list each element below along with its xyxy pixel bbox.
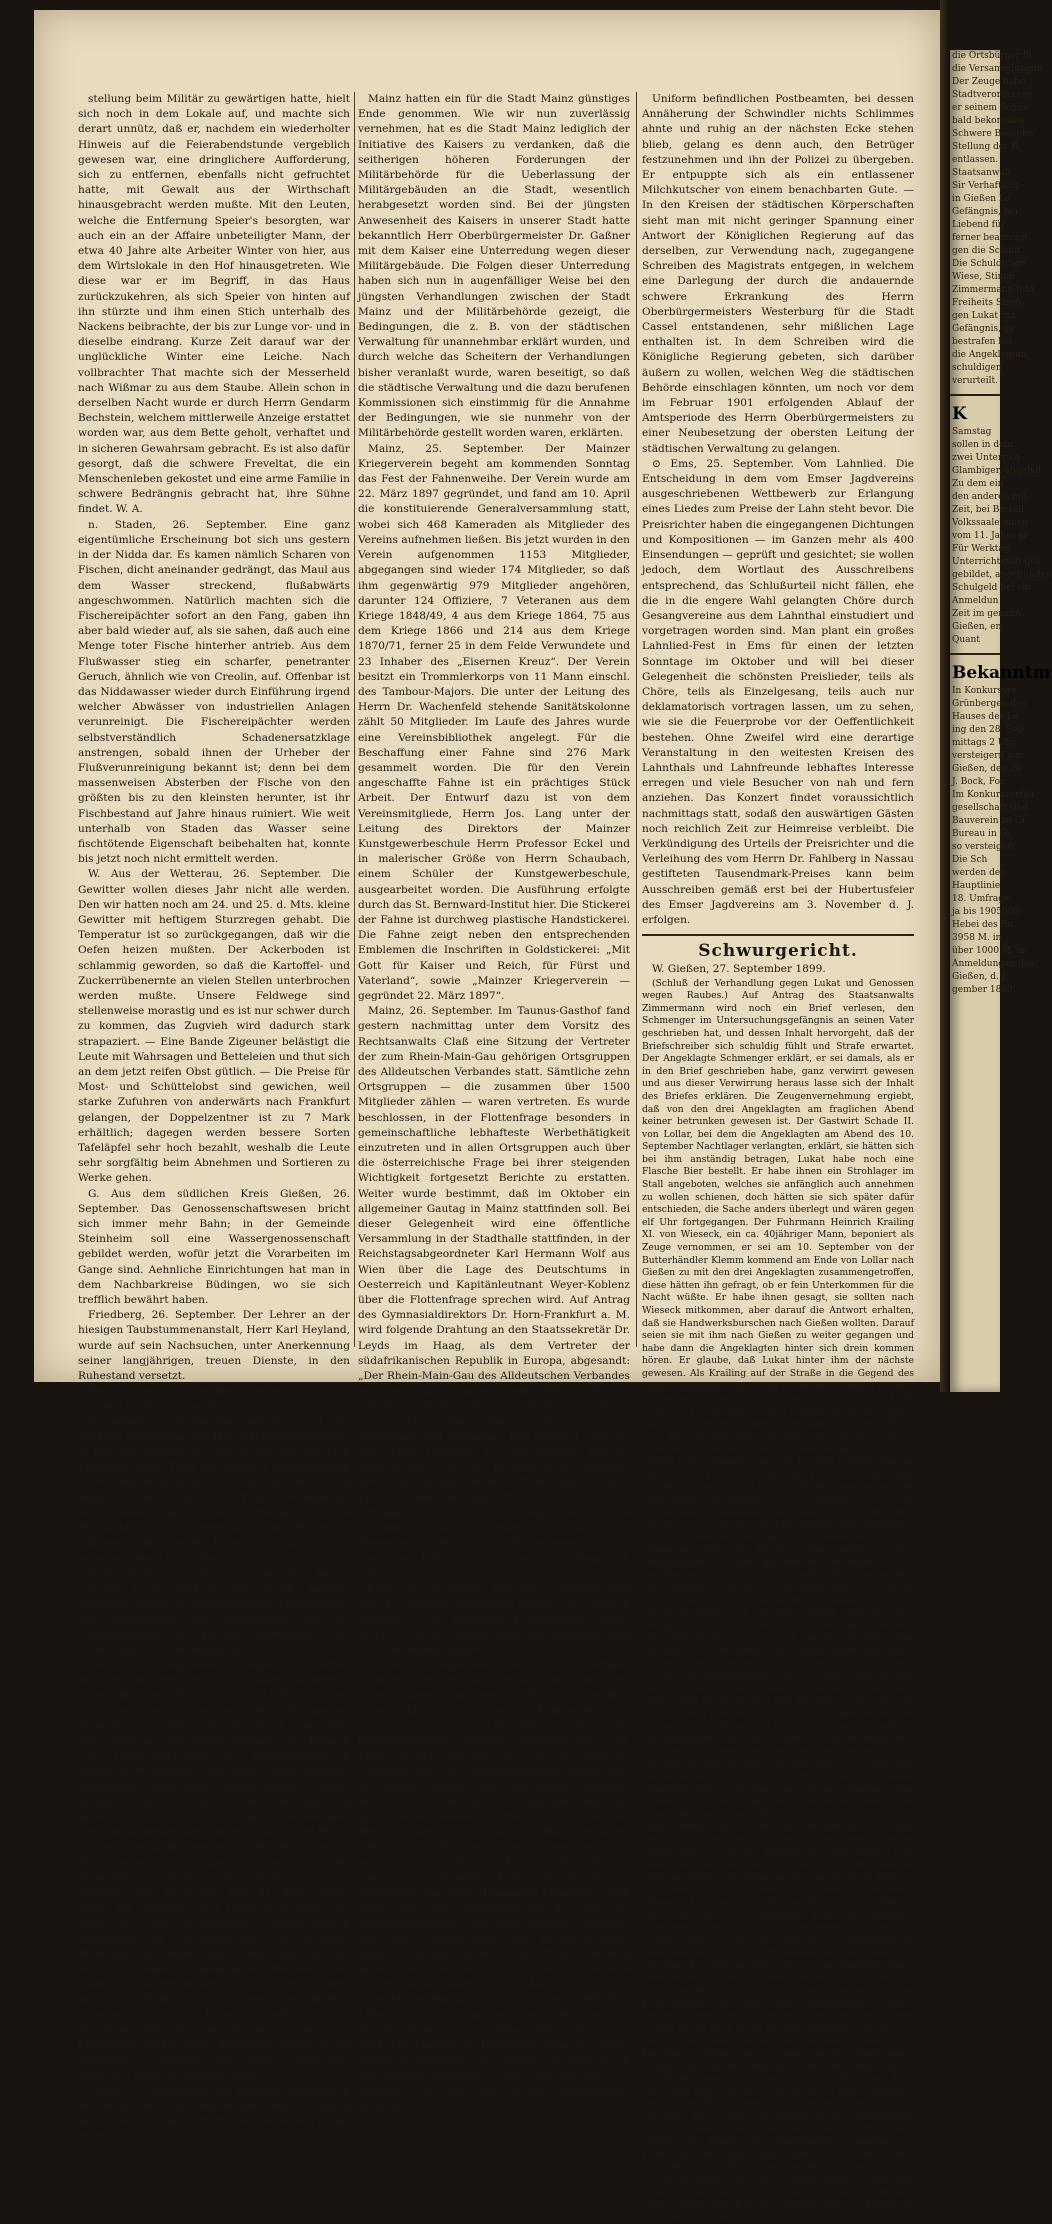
article: Ilbeshausen, 25. September. Gestern hatten wir hier den ersten Schneefall. <box>78 1385 350 1413</box>
article: Fulda, 26. September. Mit dem 1. Oktober wird das 47. Artillerie-Regiment hierher in Garnison kommen. Zum Regiments-Kommandeur wurde Major v. Wachs ernannt und das Regiment dem 11. Armeekorps zugeteilt. <box>358 1582 630 1656</box>
text-line: in Gießen Lu <box>952 194 1011 204</box>
column-1 <box>78 92 350 2143</box>
text-line: Gießen, en <box>952 622 1002 632</box>
text-line: gen die Schuld <box>952 246 1021 256</box>
text-line: Zu dem ein <box>952 479 1004 489</box>
text-line: Wiese, Stimm <box>952 272 1015 282</box>
text-line: entlassen. <box>952 155 999 165</box>
text-line: Glambiger, abgehal <box>952 466 1041 476</box>
text-line: Für Werktag <box>952 544 1010 554</box>
section-title-schwurgericht: Schwurgericht. <box>698 941 858 962</box>
text-line: Zimmermann fehl <box>952 285 1034 295</box>
text-line: In Konkursver <box>952 686 1017 696</box>
text-line: Liebend für <box>952 220 1006 230</box>
text-line: Schwere Bedrohu <box>952 129 1034 139</box>
text-line: Gießen, den 26 <box>952 764 1022 774</box>
text-line: werden der <box>952 868 1005 878</box>
column-rule <box>636 92 637 1347</box>
text-line: Anmeldungen des <box>952 959 1034 969</box>
text-line: Quant <box>952 635 980 645</box>
ad-text <box>950 685 1035 997</box>
text-line: gen Lukat unt <box>952 311 1017 321</box>
text-line: er seinem Sohne <box>952 103 1029 113</box>
next-page-text <box>950 50 1043 388</box>
article: Darmstadt, 26. September. Gestern um 11 Uhr fand die Beerdigung des Herrn Hofmusikdirektors in Pension, Wilhelm Niederhof, auf dem hiesigen Friedhofe statt. Trotz der denkbar ungünstigsten Witterungsverhältnisse hatte sich zu der ersten Feier eine große Trauerversammlung eingefunden, ein sichtbarer Beweis für die Hochachtung und Verehrung, die Niederhof während seines langen Lebens von allen Seiten entgegengebracht wurden. <box>78 1415 350 1565</box>
text-line: mittags 2 Uhr <box>952 738 1016 748</box>
text-line: so versteigert <box>952 842 1016 852</box>
text-line: Der Zeuge habe <box>952 77 1026 87</box>
text-line: Zeit, bei Bestell <box>952 505 1024 515</box>
text-line: vom 11. Jahre al <box>952 531 1027 541</box>
text-line: Schulgeld bei ein <box>952 583 1032 593</box>
text-line: Stellung der R <box>952 142 1019 152</box>
article: Friedberg, 26. September. Der Lehrer an der hiesigen Taubstummenanstalt, Herr Karl Heyland, wurde auf sein Nachsuchen, unter Anerkennung seiner langjährigen, treuen Dienste, in den Ruhestand versetzt. <box>78 1309 350 1383</box>
ad-heading: K <box>952 404 967 424</box>
book-gutter <box>940 0 950 1392</box>
column-3 <box>642 92 915 2223</box>
text-line: die Versammlungen <box>952 64 1043 74</box>
text-line: schuldigen <box>952 363 1002 373</box>
text-line: ja bis 1905000 <box>952 907 1020 917</box>
text-line: verurteilt. <box>952 376 998 386</box>
article: G. Aus dem südlichen Kreis Gießen, 26. September. Das Genossenschaftswesen bricht sich immer mehr Bahn; in der Gemeinde Steinheim soll eine Wassergenossenschaft gebildet werden, wofür jetzt die Vorarbeiten im Gange sind. Aehnliche Einrichtungen hat man in dem Nachbarkreise Büdingen, wo sie sich trefflich bewährt haben. <box>78 1187 350 1307</box>
article: Mainz, 26. September. Die jüngsten Beratungen der Bürgermeisterei und Militärbehörden wegen der Erwerbung der militärischen Gebäuden in der Stadt <box>78 2084 350 2143</box>
text-line: Freiheits Strafe <box>952 298 1024 308</box>
article: Heppenheim a. d. B., 26. September. Am 9. Oktober l. Js. wird in der Großh. Landes-Irrenanstalt hier die statutenmäßige Jahresfitzung des Kuratoriums des Hilfsvereins für die Geisteskranken in Hessen stattfinden und vormittags 11½ Uhr beginnen. <box>78 1567 350 1656</box>
text-line: Bureau in Gi <box>952 829 1010 839</box>
text-line: Gefängnis, bei <box>952 207 1018 217</box>
text-line: 18. Umfrage <box>952 894 1010 904</box>
text-line: Volkssaale innen <box>952 518 1029 528</box>
text-line: zwei Unterrich <box>952 453 1021 463</box>
text-line: Unterrichtszeit geh <box>952 557 1042 567</box>
text-line: die Ortsbürger fü <box>952 51 1032 61</box>
text-line: ferner beantragt <box>952 233 1029 243</box>
text-line: versteigern aus. <box>952 751 1026 761</box>
text-line: über 1000 M. in <box>952 946 1026 956</box>
dateline: W. Gießen, 27. September 1899. <box>652 963 826 976</box>
text-line: ing den 28. Sep <box>952 725 1024 735</box>
text-line: den anderen mit <box>952 492 1028 502</box>
text-line: Die Schuldfrage <box>952 259 1026 269</box>
article: Mainz, 25. September. (Gegen ein Bettel-Industrie in Jerusalem.) Wir haben wiederholt Gelegenheit gehabt, vor den Zuschriften einiger galizischer und in neuerer Zeit palästinischer Schnorrer zu warnen, welche direkt oder unter dem Vorwand der Uebersendung von Blumen oder Holzschnitzereien die Mildthätigkeit in Anspruch zu nehmen versuchten. Obgleich unsere Warnungen wiederholt Erfolg gehabt haben, gelang es natürlich nicht, dem Uebel ernstlich Abbruch zu thun. Die betreffenden Geschäftsunternehmer wählen, sobald eine Firma zu sehr bekannt geworden ist, eine andere Deckadresse. Die einzig richtige Art der Behandlung solcher Zuschriften ist, sie unbeantwortet zu lassen. Wen das Herz treibt, etwas für Palästina oder Galizien zu thun, der lasse es den bestehenden Organisationen zukommen. An Privatpersonen, die in jeder Richtung vollkommen unbekannt sind, und die sich von anderen unbekannten Personen nur dadurch unterscheiden, daß sie einem gesicherten Boden entbehren, gegen sie schicken, ist gewiß unrichtig. — Es liegt überdies doch auf der Hand, daß Personen, die in Jerusalem ein Frankfurter und Berliner Adreßbuch besitzen und erhebliche Summen für Porto ausgeben, sicherlich nicht die ärmsten sind. <box>78 1658 350 2082</box>
court-report: (Schluß der Verhandlung gegen Lukat und Genossen wegen Raubes.) Auf Antrag des Staatsanwalts Zimmermann wird noch ein Brief verlesen, den Schmenger im Untersuchungsgefängnis an seinen Vater geschrieben hat, und dessen Inhalt hervorgeht, daß der Briefschreiber sich schuldig fühlt und Strafe erwartet. Der Angeklagte Schmenger erklärt, er sei damals, als er in den Brief geschrieben habe, ganz verwirrt gewesen und aus dieser Verwirrung heraus lasse sich der Inhalt des Briefes erklären. Die Zeugenvernehmung ergiebt, daß von den drei Angeklagten am fraglichen Abend keiner betrunken gewesen ist. Der Gastwirt Schade II. von Lollar, bei dem die Angeklagten am Abend des 10. September Nachtlager verlangten, erklärt, sie hätten sich bei ihm anständig betragen, Lukat habe noch eine Flasche Bier bestellt. Er habe ihnen ein Strohlager im Stall angeboten, welches sie anfänglich auch annehmen zu wollen schienen, doch hätten sie sich später dafür entschieden, die Sache anders überlegt und wären gegen elf Uhr fortgegangen. Der Fuhrmann Heinrich Krailing XI. von Wieseck, ein ca. 40jähriger Mann, beponiert als Zeuge vernommen, er sei am 10. September von der Butterhändler Klemm kommend am Ende von Lollar nach Gießen zu mit den drei Angeklagten zusammengetroffen, diese hätten ihn gefragt, ob er fein Unterkommen für die Nacht wüßte. Er habe ihnen gesagt, sie sollten nach Wieseck mitkommen, aber darauf die Antwort erhalten, daß sie Handwerksburschen nach Gießen wollten. Darauf seien sie mit ihm nach Gießen zu weiter gegangen und habe dann die Angeklagten hinter sich drein kommen hören. Er glaube, daß Lukat hinter ihm der nächste gewesen. Als Krailing auf der Straße in die Gegend des Waldes gekommen, habe ihn Lukat, der plötzlich vor ihm gestanden, an der Gurgel gepackt und gerufen: „Halt! Geld her! Du bekommst soviel Schläge als Du nur tragen kannst.“ Im selben Moment habe ihm Lukat seine Hand aus der Hosentasche gerissen, die beiden anderen Genossen hätten ihn jeder an einer Hand gepackt und hielten fest, während Lukat die Taschen visitiert, ihm an baren Geld 1 Mk. 40 Pfg. bis 1 Mk. 50 Pfg., sein Taschenmesser und die Uhr mit Kette abgenommen. Die ganze Affaire sei blitzartig vor sich gegangen, er sei nicht zur Besinnung gekommen und habe gar nicht um Hilfe gerufen. So er von den drei Menschen Furcht empfunden und froh gewesen sei, daß er mit heiler Haut davon gekommen. Die drei Räuber seien darauf vor ihm hergegangen und hätten gepfiffen und gesungen. Da, wo der Weg nach der Badenburg abgeht, hätten die drei den Verwundeten das Freiprozessen abgenommen, das er sie nicht verrate, sonst würden sie ihn totschlagen. Da er auf der Stelle bliebe. Ob bei dem Angriff einer der Drei gesagt hat: „Laßt doch den Mann gehen, gebt ihm doch sein Geld wieder, er ist ja auch nur ein Arbeiter“, oder daß einer von den Dreien vom Angriff abgemahnt habe, hat der Zeuge nicht gehört. Richtig sei, daß als man ihm das Messer abgenommen, sagte, so habe einer gesagt: Bleib mir das, das Messer hätte, er die Aeußerung gehört habe: „Gebt mir doch einer mal den Fuß vor der Uhr.“ Er sei dann froh gewesen, daß er so davon gekommen war und um sich nicht noch zu Leide anrichten ließ, beliebig davongegangen. Sie seien an der Wieseck angelangt und da seien Schmenger gegangen, um dem zur Verfolgung der Räuber aufzufordern. Derselbe habe sich sofort per Rad aufgemacht. — Der Mourer Ph. Nöser von Wieseck deponiert, daß er, als ihm sein Schwager Krailing seine Erlebnisse auf der Straße Lollar-Gießen mitgeteilt habe, sofort die Verfolgung der drei Gesellen per Fahrrad aufgenommen habe. Bei der Burgkirche, vor dem Restaurant „Zur Stadt Marburg“ unter einer Laterne stehen, habe er die drei Angeklagten etwa gegen 1 Uhr nachts getroffen und diese aufgefordert, mit ihm nach der Stadt zu gehen. Sie hätten, an Ort und Stelle zu bleiben, sich geweigert, als er einen, sich geweigert, bei einem etwaigen Fluchtversuch mit dem Revolver zu schießen. Die Sache sei auch anfänglich ganz gut gegangen. Unterwegs habe er, und sie sei anscheinend schwerer zu Gewalt wider, zu versuchte, mit ihm zu verhandeln, er habe aber sich darauf nicht eingelassen und wiederholt mit dem Revolver gedroht. Da er nur ungefähr einen anderen Weg mit ihm, von denen er die Straße verließ, er, ist Zeuge, dem anderen habe gezeigt, so sei an einer Ecke gebeten, der andere fern nachgegangen worden. Bei den Zweien des Justizgebäudes gelaufen, der andere in dem Zeuge nach in die Kaserne gegangen war, ihn von dem Vorfall dem gerade anwesenden Militärposten Kenntnis gegeben, und als man nun den Gendarmerie gestellt und als erschien noch ein etwa zwei halben Stunde mit zwei Gendarmen wieder zur Stelle, wo dann nun Lukat unter einem Busch hervorzog und Schmenger, der auf die Hecke eine Gehölz ausgebrochen, zu Fall gebracht. Der Zeuge Carl Küpper, erster Stadtsekretär und Vorsitzender des Gewerbegerichts zu Pirmasens, erklärt, die Familie des Angeklagten Schmenger in Pirmasens ein sehr angesehene. Die Eltern und Geschwister desselben seien sämmtlich ordentliche und rechtliche Leute, die Eltern hätten ihrem Sohne eine Erziehung gegeben, wie er ihm nicht besser, ordentlicher, nach vorbildlichen Rat der Stadtmissionar in Pirmasens daß ihm jüngst erklärt, daß er <box>642 977 915 2223</box>
text-line: Staatsanwalt <box>952 168 1012 178</box>
article: Mainz hatten ein für die Stadt Mainz günstiges Ende genommen. Wie wir nun zuverlässig vernehmen, hat es die Stadt Mainz lediglich der Initiative des Kaisers zu verdanken, daß die seitherigen höheren Forderungen der Militärbehörde für die Ueberlassung der Militärgebäuden an die Stadt, wesentlich herabgesetzt worden sind. Bei der jüngsten Anwesenheit des Kaisers in unserer Stadt hatte bekanntlich Herr Oberbürgermeister Dr. Gaßner mit dem Kaiser eine Unterredung wegen dieser Militärgebäude. Die Folgen dieser Unterredung haben sich nun in augenfälliger Weise bei den jüngsten Verhandlungen zwischen der Stadt Mainz und der Militärbehörde gezeigt, die Bedingungen, die z. B. von der städtischen Verwaltung für unannehmbar erklärt wurden, und durch welche das Scheitern der Verhandlungen bisher veranlaßt wurde, waren beseitigt, so daß die städtische Verwaltung und die dazu berufenen Kommissionen sich einstimmig für die Annahme der Bedingungen, wie sie nunmehr von der Militärbehörde gestellt worden waren, erklärten. <box>358 93 630 440</box>
article: Uniform befindlichen Postbeamten, bei dessen Annäherung der Schwindler nichts Schlimmes ahnte und ruhig an der nächsten Ecke stehen blieb, gelang es denn auch, den Betrüger festzunehmen und ihn der Polizei zu übergeben. Er entpuppte sich als ein entlassener Milchkutscher von einem benachbarten Gute. — In den Kreisen der städtischen Körperschaften sieht man mit nicht geringer Spannung einer Antwort der Königlichen Regierung auf das derselben, zur Verwendung nach, zugegangene Schreiben des Magistrats entgegen, in welchem eine Darlegung der durch die andauernde schwere Erkrankung des Herrn Oberbürgermeisters Westerburg für die Stadt Cassel entstandenen, sehr mißlichen Lage enthalten ist. In dem Schreiben wird die Königliche Regierung gebeten, sich darüber äußern zu wollen, welchen Weg die städtischen Behörde einschlagen könnten, um noch vor dem im Februar 1901 erfolgenden Ablauf der Amtsperiode des Herrn Oberbürgermeisters zu einer Neubesetzung der obersten Leitung der städtischen Verwaltung zu gelangen. <box>642 93 914 455</box>
text-line: Zeit im genann <box>952 609 1022 619</box>
text-line: gebildet, angebunden <box>952 570 1052 580</box>
text-line: Anmeldun <box>952 596 999 606</box>
text-line: Hauses des Le <box>952 712 1019 722</box>
text-line: Gefängnis, ge <box>952 324 1015 334</box>
text-line: Samstag <box>952 427 992 437</box>
text-line: 3958 M. in <box>952 933 1002 943</box>
text-line: Stadtverordneten <box>952 90 1033 100</box>
text-line: bald bekommen <box>952 116 1025 126</box>
article: W. Aus der Wetterau, 26. September. Die Gewitter wollen dieses Jahr nicht alle werden. Den wir hatten noch am 24. und 25. d. Mts. kleine Gewitter mit heftigem Sturzregen gehabt. Die Temperatur ist so zurückgegangen, daß wir die Oefen heizen mußten. Der Ackerboden ist schlammig geworden, so daß die Kartoffel- und Zuckerrübenernte an vielen Stellen unterbrochen werden mußte. Unsere Feldwege sind stellenweise morastig und es ist nur schwer durch zu kommen, das Zugvieh wird dadurch stark strapaziert. — Eine Bande Zigeuner belästigt die Leute mit Wahrsagen und Betteleien und thut sich an dem jetzt reifen Obst gütlich. — Die Preise für Most- und Schüttelobst sind gewichen, weil starke Zufuhren von anderwärts nach Frankfurt gelangen, der Doppelzentner ist zu 7 Mark erhältlich; dagegen werden bessere Sorten Tafeläpfel sehr hoch bezahlt, weshalb die Leute sehr sorgfältig beim Abnehmen und Sortieren zu Werke gehen. <box>78 868 350 1185</box>
next-page-edge <box>950 50 1052 1392</box>
ad-text <box>950 426 1052 647</box>
text-line: die Angeklagten <box>952 350 1027 360</box>
separator <box>950 394 1000 396</box>
article: Frankfurt a. M., 26. September. Heute nachmittag hat in einer Wirtschaft mit Damenbedienung in der Allerheiligenstraße ein Gast eine Kellnerin erschossen und dann sich selbst. <box>358 1506 630 1580</box>
text-line: Im Konkursverfah <box>952 790 1035 800</box>
text-line: Gießen, d. J. <box>952 972 1008 982</box>
column-2 <box>358 92 630 2112</box>
ad-heading: Bekanntm <box>952 663 1051 683</box>
separator <box>950 653 1000 655</box>
text-line: Die Sch <box>952 855 988 865</box>
article: ⊙ Ems, 25. September. Vom Lahnlied. Die Entscheidung in dem vom Emser Jagdvereins ausgeschriebenen Wettbewerb zur Erlangung eines Liedes zum Preise der Lahn steht bevor. Die Preisrichter haben die eingegangenen Dichtungen und Kompositionen — im Ganzen mehr als 400 Einsendungen — geprüft und gesichtet; sie wollen jedoch, dem Wortlaut des Ausschreibens entsprechend, das Schlußurteil nicht fällen, ehe die in die engere Wahl gelangten Chöre durch Gesangvereine aus dem Lahnthal einstudiert und vorgetragen worden sind. Man plant ein großes Lahnlied-Fest in Ems für einen der letzten Sonntage im Oktober und will bei dieser Gelegenheit die schönsten Preislieder, teils als Chöre, teils als Einzelgesang, teils auch nur deklamatorisch vortragen lassen, um zu sehen, wie sie die Feuerprobe vor der Oeffentlichkeit bestehen. Ohne Zweifel wird eine derartige Veranstaltung in den weitesten Kreisen des Lahnthals und Lahnfreunde lebhaftes Interesse erregen und viele Besucher von nah und fern anziehen. Das Konzert findet voraussichtlich nachmittags statt, sodaß den auswärtigen Gästen noch reichlich Zeit zur Heimreise verbleibt. Die Verkündigung des Urteils der Preisrichter und die Verleihung des vom Herrn Dr. Fahlberg in Nassau gestifteten Tausendmark-Preises kann beim Ausschreiben gemäß erst bei der Hubertusfeier des Emser Jagdvereins am 3. November d. J. erfolgen. <box>642 457 914 926</box>
article: Mainz, 25. September. Der Mainzer Kriegerverein begeht am kommenden Sonntag das Fest der Fahnenweihe. Der Verein wurde am 22. März 1897 gegründet, und fand am 10. April die konstituierende Generalversammlung statt, wobei sich 468 Kameraden als Mitglieder des Vereins aufnehmen ließen. Bis jetzt wurden in den Verein aufgenommen 1153 Mitglieder, abgegangen sind wieder 174 Mitglieder, so daß ihm gegenwärtig 979 Mitglieder angehören, darunter 124 Offiziere, 7 Veteranen aus dem Kriege 1848/49, 4 aus dem Kriege 1864, 75 aus dem Kriege 1866 und 214 aus dem Kriege 1870/71, ferner 25 in dem Felde Verwundete und 23 Inhaber des „Eisernen Kreuz“. Der Verein besitzt ein Trommlerkorps von 11 Mann einschl. des Tambour-Majors. Die unter der Leitung des Herrn Dr. Wachenfeld stehende Sanitätskolonne zählt 50 Mitglieder. Im Laufe des Jahres wurde eine Vereinsbibliothek angelegt. Für die Beschaffung einer Fahne sind 276 Mark gesammelt worden. Die für den Verein angeschaffte Fahne ist ein prächtiges Stück Arbeit. Der Entwurf dazu ist von dem Vereinsmitgliede, Herrn Jos. Lang unter der Leitung des Direktors der Mainzer Kunstgewerbeschule Herrn Professor Eckel und in malerischer Größe von Herrn Schaubach, einem Schüler der Kunstgewerbeschule, ausgearbeitet worden. Die Ausführung erfolgte durch das St. Bernward-Institut hier. Die Stickerei der Fahne ist durchweg plastische Handstickerei. Die Fahne zeigt neben den entsprechenden Emblemen die Inschriften in Goldstickerei: „Mit Gott für Kaiser und Reich, für Fürst und Vaterland“, sowie „Mainzer Kriegerverein — gegründet 22. März 1897“. <box>358 442 630 1002</box>
text-line: gember 1899. <box>952 985 1016 995</box>
text-line: J. Bock, For <box>952 777 1005 787</box>
article: Cassel, 26. September. Ueber ein Schwindel-Manöver, welches sich neulich an einem der letzten Abende an dem Schalter des hiesigen hauptsächlichen Postamtes am Königsplatz, und zwar an der Einzahlungsstelle für Postanweisungen, abspielte, berichtet das „Caff. Tgbl.“: Wenige Minuten vor 8 Uhr, also kurz vor Schalterschluß, wo erfahrungsgemäß gerade hier an diesem Schalter stets ein großes Gedränge herrscht, erscheint ein etwa 11jähriger Junge und gibt eine Postanweisung über 120 Mk. auf. Der Betrag sollte in 150 Mark in Rolle befinden, welche in der üblichen Weise versiegelt war und auch die Aufschrift: 120 Mark in 3-Markstücken trug. Der Schwindler hatte nun gleich von vornherein eine große Dummheit begangen, denn sonst wäre ihm womöglich bei der Eile der Annahmebeamten und dem großen Gedränge kurz vor Schalterschluß das Betrugsmanöver geglückt, er hatte nämlich anstatt der üblichen Rollen von 150 Mark = 50-Thalerstücke eine solche von 40 Thalern = 120 Mark in Größe und Gewicht nachgemacht, was im geschäftlichen Leben wenig oder gar nicht geschieht. Das fiel dem Postbeamten auf, er öffnete die Geldrolle und fand statt Thalern nur Bleistücke darin. Der Junge wurde festgehalten und gehörig ausgefragt, ob ein draußen wartender Mann habe ihm das Geld gegeben. Mit Hilfe eines gerade anwesenden, nicht in <box>358 1658 630 2112</box>
text-line: Bauverein zu Gi <box>952 816 1025 826</box>
column-rule <box>354 92 355 1347</box>
article: n. Staden, 26. September. Eine ganz eigentümliche Erscheinung bot sich uns gestern in der Nidda dar. Es kamen nämlich Scharen von Fischen, dicht aneinander gedrängt, das Maul aus dem Wasser streckend, flußabwärts angeschwommen. Natürlich machten sich die Fischereipächter sofort an den Fang, gaben ihn aber bald wieder auf, als sie sahen, daß auch eine Menge toter Fische hinterher antrieb. Aus dem Flußwasser stieg ein scharfer, penetranter Geruch, ähnlich wie von Creolin, auf. Offenbar ist das Niddawasser wieder durch Einführung irgend welcher Abwässer von industriellen Anlagen verunreinigt. Die Fischereipächter werden selbstverständlich Schadenersatzklage anstrengen, sobald ihnen der Urheber der Flußverunreinigung bekannt ist; denn bei dem massenweisen Absterben der Fische von den größten bis zu den kleinsten herunter, ist ihr Fischbestand auf Jahre hinaus ruiniert. Wie weit unterhalb von Staden das Wasser seine fischtötende Eigenschaft beibehalten hat, konnte bis jetzt noch nicht ermittelt werden. <box>78 518 350 866</box>
text-line: bestrafen bei <box>952 337 1013 347</box>
text-line: Hebei des Ru <box>952 920 1014 930</box>
text-line: sollen in dem <box>952 440 1013 450</box>
text-line: gesellschaft sind <box>952 803 1029 813</box>
article: stellung beim Militär zu gewärtigen hatte, hielt sich noch in dem Lokale auf, und machte sich derart unnütz, daß er, nachdem ein wiederholter Hinweis auf die Feierabendstunde vergeblich gewesen war, eine dringlichere Aufforderung, sich zu entfernen, ebenfalls nicht gefruchtet hatte, mit Gewalt aus der Wirthschaft hinausgebracht werden mußte. Mit den Leuten, welche die Entfernung Speier's besorgten, war auch ein an der Affaire unbeteiligter Mann, der etwa 40 Jahre alte Arbeiter Winter von hier, aus dem Wirtslokale in den Hof hinausgetreten. Wie diese war er im Begriff, in das Haus zurückzukehren, als sich Speier von hinten auf ihn stürzte und ihm einen Stich unterhalb des Nackens beibrachte, der bis zur Lunge vor- und in dieselbe eindrang. Kurze Zeit darauf war der unglückliche Winter eine Leiche. Nach vollbrachter That machte sich der Messerheld nach Wißmar zu aus dem Staube. Allein schon in derselben Nacht wurde er durch Herrn Gendarm Bechstein, welchem mittlerweile Anzeige erstattet worden war, aus dem Bette geholt, verhaftet und in sicheren Gewahrsam gebracht. Es ist also dafür gesorgt, daß die schwere Freveltat, die ein Menschenleben gekostet und eine arme Familie in schwere Bedrängnis gebracht hat, ihre Sühne findet. W. A. <box>78 93 350 516</box>
text-line: Hauptlinie <box>952 881 1001 891</box>
article: Mainz, 26. September. Im Taunus-Gasthof fand gestern nachmittag unter dem Vorsitz des Rechtsanwalts Claß eine Sitzung der Vertreter der zum Rhein-Main-Gau gehörigen Ortsgruppen des Alldeutschen Verbandes statt. Sämtliche zehn Ortsgruppen — die zusammen über 1500 Mitglieder zählen — waren vertreten. Es wurde beschlossen, in der Flottenfrage besonders in gemeinschaftliche lebhafteste Werbethätigkeit einzutreten und in allen Ortsgruppen auch über die österreichische Frage bei ihrer steigenden Wichtigkeit fortgesetzt Berichte zu erstatten. Weiter wurde bestimmt, daß im Oktober ein allgemeiner Gautag in Mainz stattfinden soll. Bei dieser Gelegenheit wird eine öffentliche Versammlung in der Stadthalle stattfinden, in der Reichstagsabgeordneter Karl Hermann Wolf aus Wien über die Lage des Deutschtums in Oesterreich und Kapitänleutnant Weyer-Koblenz über die Flottenfrage sprechen wird. Auf Antrag des Gymnasialdirektors Dr. Horn-Frankfurt a. M. wird folgende Drahtung an den Staatssekretär Dr. Leyds im Haag, als dem Vertreter der südafrikanischen Republik in Europa, abgesandt: „Der Rhein-Main-Gau des Alldeutschen Verbandes versichert das stammverwandte Burenvolk und seinen verehrten greisen Führer in diesen entscheidungsvollen Tagen seiner treusten Zuneigung und Teilnahme und vertraut, daß es, wie schon zweimal, des übermütigen Feindes Herr werde. Von den Deutschen in Transvaal erwarten wir, daß sie ihre Pflicht thun werden. Transvaal Heil und Sieg.“ (T. A.) <box>358 1005 630 1504</box>
text-line: Grünbergen des <box>952 699 1026 709</box>
text-line: Sir Verhaftung <box>952 181 1019 191</box>
section-separator <box>642 934 914 936</box>
